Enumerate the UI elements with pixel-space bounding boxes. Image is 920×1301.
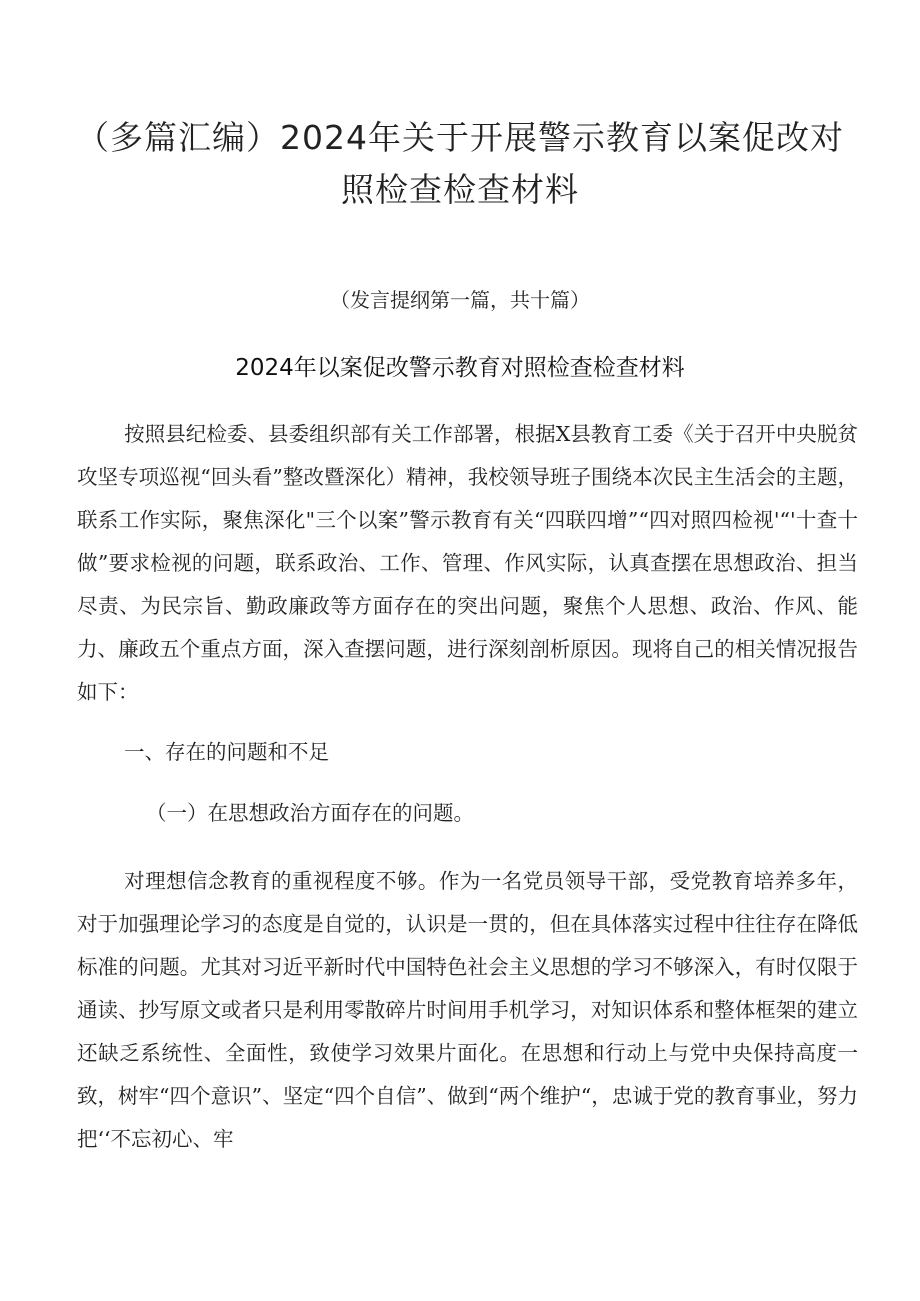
document-title: （多篇汇编）2024年关于开展警示教育以案促改对照检查检查材料 xyxy=(76,118,844,209)
section-title: 2024年以案促改警示教育对照检查检查材料 xyxy=(235,355,685,381)
heading-level-1: 一、存在的问题和不足 xyxy=(124,740,329,764)
intro-paragraph: 按照县纪检委、县委组织部有关工作部署，根据X县教育工委《关于召开中央脱贫攻坚专项巡视“回头看”整改暨深化）精神，我校领导班子围绕本次民主生活会的主题，联系工作实际，聚焦深化"三个以案”警示教育有关“四联四增”“四对照四检视'“'十查十做”要求检视的问题，联系政治、工作、管理、作风实际，认真查摆在思想政治、担当尽责、为民宗旨、勤政廉政等方面存在的突出问题，聚焦个人思想、政治、作风、能力、廉政五个重点方面，深入查摆问题，进行深刻剖析原因。现将自己的相关情况报告如下： xyxy=(77,422,858,704)
body-paragraph: 对理想信念教育的重视程度不够。作为一名党员领导干部，受党教育培养多年，对于加强理论学习的态度是自觉的，认识是一贯的，但在具体落实过程中往往存在降低标准的问题。尤其对习近平新时代中国特色社会主义思想的学习不够深入，有时仅限于通读、抄写原文或者只是利用零散碎片时间用手机学习，对知识体系和整体框架的建立还缺乏系统性、全面性，致使学习效果片面化。在思想和行动上与党中央保持高度一致，树牢“四个意识”、坚定“四个自信”、做到“两个维护“，忠诚于党的教育事业，努力把‘‘不忘初心、牢 xyxy=(77,869,858,1151)
document-subtitle: （发言提纲第一篇，共十篇） xyxy=(330,288,590,312)
heading-level-2: （一）在思想政治方面存在的问题。 xyxy=(146,801,474,825)
